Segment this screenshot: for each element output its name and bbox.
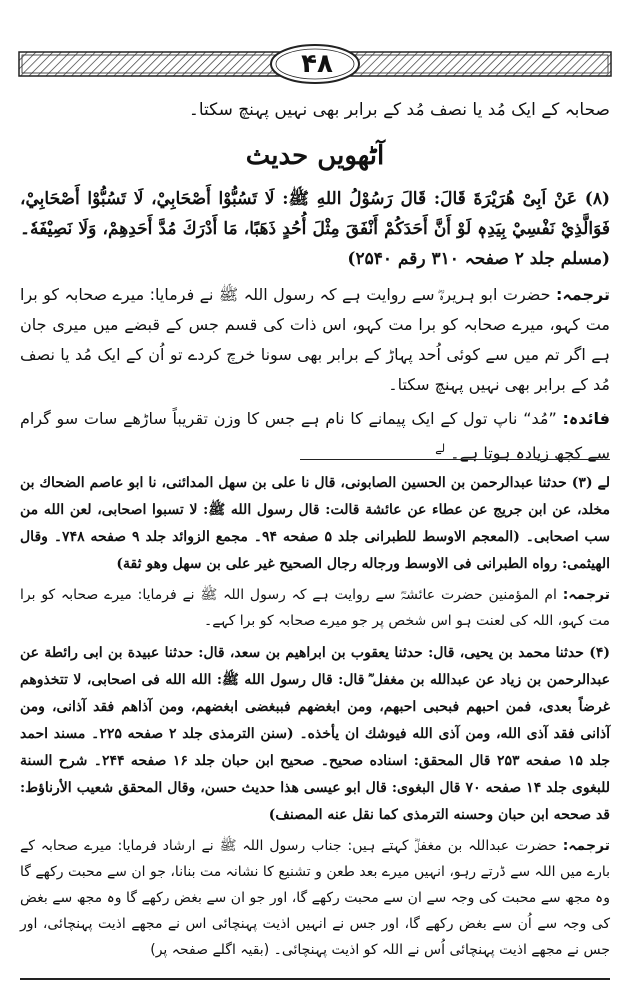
translation-paragraph xyxy=(20,280,610,400)
translation-label: ترجمہ: xyxy=(555,285,610,304)
benefit-label: فائدہ: xyxy=(562,409,610,428)
footnote-divider xyxy=(300,459,610,460)
footnotes-section xyxy=(20,470,610,969)
benefit-text: ”مُد“ ناپ تول کے ایک پیمانے کا نام ہے جس کا وزن تقریباً ساڑھے سات سو گرام سے کچھ زیادہ ہوتا ہے۔ xyxy=(20,409,610,463)
page-number: ۴۸ xyxy=(301,49,333,79)
footnote-3-translation-text: ام المؤمنین حضرت عائشہؓ سے روایت ہے کہ رسول اللہ ﷺ نے فرمایا: میرے صحابہ کو برا مت کہو، اللہ کی لعنت ہو اس شخص پر جو میرے صحابہ کو برا کہے۔ xyxy=(20,587,610,629)
translation-text: حضرت ابو ہریرہؓ سے روایت ہے کہ رسول اللہ ﷺ نے فرمایا: میرے صحابہ کو برا مت کہو، میرے صحابہ کو برا مت کہو، اس ذات کی قسم جس کے قبضے میں میری جان ہے اگر تم میں سے کوئی اُحد پہاڑ کے برابر بھی سونا خرچ کردے تو اُن کے ایک مُد یا نصف مُد کے برابر بھی نہیں پہنچ سکتا۔ xyxy=(20,285,610,394)
footnote-4-translation-text: حضرت عبداللہ بن مغفلؓ کہتے ہیں: جناب رسول اللہ ﷺ نے ارشاد فرمایا: میرے صحابہ کے بارے میں اللہ سے ڈرتے رہو، انہیں میرے بعد طعن و تشنیع کا نشانہ مت بنانا، جو ان سے محبت رکھے گا وہ مجھ سے محبت کی وجہ سے ان سے محبت رکھے گا، اور جو ان سے بغض رکھے گا وہ مجھ سے بغض کی وجہ سے اُن سے بغض رکھے گا، اور جس نے انہیں اذیت پہنچائی اس نے مجھے اذیت پہنچائی، اور جس نے مجھے اذیت پہنچائی اُس نے اللہ کو اذیت پہنچائی۔ xyxy=(20,838,610,958)
footnote-4-translation xyxy=(20,833,610,963)
footnote-3-translation-label: ترجمہ: xyxy=(562,587,611,603)
bottom-rule xyxy=(20,978,610,980)
main-content xyxy=(20,96,610,472)
continued-note: (بقیہ اگلے صفحہ پر) xyxy=(150,942,270,958)
intro-line: صحابہ کے ایک مُد یا نصف مُد کے برابر بھی نہیں پہنچ سکتا۔ xyxy=(188,100,610,120)
footnote-3-arabic: لے (۳) حدثنا عبدالرحمن بن الحسين الصابونی، قال نا علی بن سهل المدائنی، نا ابو عاصم الضحاك بن مخلد، عن ابن جريج عن عطاء عن عائشة قالت: قال رسول الله ﷺ: لا تسبوا اصحابی، لعن الله من سب اصحابی۔ (المعجم الاوسط للطبرانی جلد ۵ صفحه ۹۴۔ مجمع الزوائد جلد ۹ صفحه ۷۴۸۔ وقال الهيثمی: رواه الطبرانی فی الاوسط ورجاله رجال الصحيح غير علی بن سهل وهو ثقة) xyxy=(20,475,611,572)
footnote-3-translation xyxy=(20,582,610,634)
hadith-arabic-text: (۸) عَنْ اَبِیْ هُرَيْرَةَ قَالَ: قَالَ رَسُوْلُ اللهِ ﷺ: لَا تَسُبُّوْا أَصْحَابِيْ، لَا تَسُبُّوْا أَصْحَابِيْ، فَوَالَّذِيْ نَفْسِيْ بِيَدِهٖ لَوْ أَنَّ أَحَدَكُمْ أَنْفَقَ مِثْلَ أُحُدٍ ذَهَبًا، مَا أَدْرَكَ مُدَّ أَحَدِهِمْ، وَلَا نَصِيْفَهٗ۔ (مسلم جلد ۲ صفحہ ۳۱۰ رقم ۲۵۴۰) xyxy=(20,189,610,269)
footnote-4-arabic: (۴) حدثنا محمد بن يحيی، قال: حدثنا يعقوب بن ابراهيم بن سعد، قال: حدثنا عبيدة بن ابی رائطة عن عبدالرحمن بن زياد عن عبدالله بن مغفل ؓ قال: قال رسول الله ﷺ: الله الله فی اصحابی، لا تتخذوهم غرضاً بعدی، فمن احبهم فبحبی احبهم، ومن ابغضهم فببغضی ابغضهم، ومن آذاهم فقد آذانی، ومن آذانی فقد آذی الله، ومن آذی الله فيوشك ان يأخذه۔ (سنن الترمذی جلد ۲ صفحه ۲۲۵۔ مسند احمد جلد ۱۵ صفحه ۲۵۳ قال المحقق: اسناده صحيح۔ صحيح ابن حبان جلد ۱۶ صفحه ۲۴۴۔ شرح السنة للبغوی جلد ۱۴ صفحه ۷۰ قال البغوی: قال ابو عيسی هذا حديث حسن، وقال المحقق شعيب الأرناؤط: قد صححه ابن حبان وحسنه الترمذی کما نقل عنه المصنف) xyxy=(20,645,611,823)
footnote-ref-mark: لے xyxy=(435,442,446,455)
footnote-4-translation-label: ترجمہ: xyxy=(562,838,610,854)
chapter-title: آٹھویں حدیث xyxy=(245,141,385,171)
